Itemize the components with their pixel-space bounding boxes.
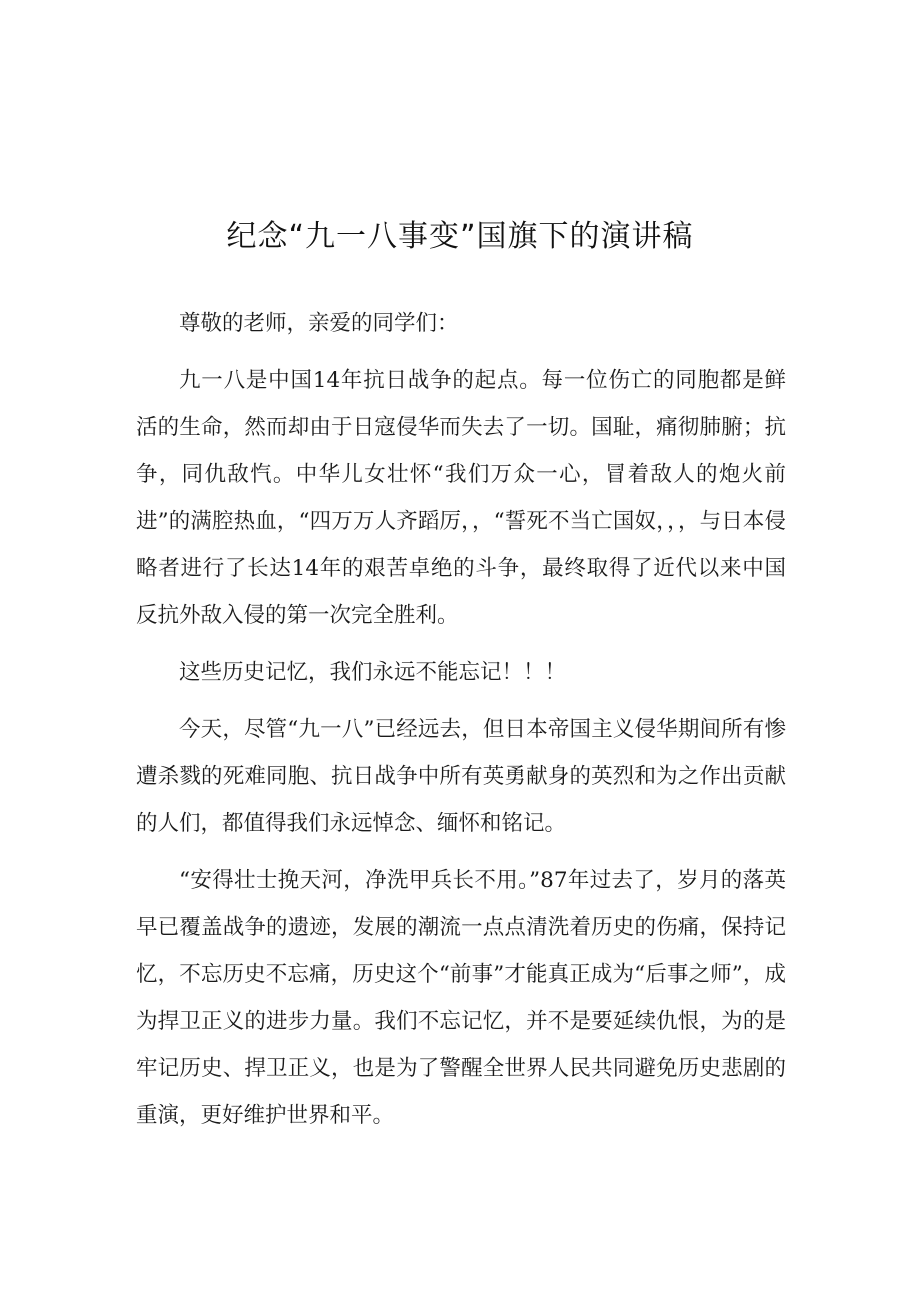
salutation-paragraph: 尊敬的老师，亲爱的同学们： <box>179 311 459 336</box>
document-title: 纪念“九一八事变”国旗下的演讲稿 <box>226 219 694 254</box>
body-paragraph: 九一八是中国14年抗日战争的起点。每一位伤亡的同胞都是鲜活的生命，然而却由于日寇侵华而失去了一切。国耻，痛彻肺腑；抗争，同仇敌忾。中华儿女壮怀“我们万众一心，冒着敌人的炮火前进”的满腔热血，“四万万人齐蹈厉，，“誓死不当亡国奴，，，与日本侵略者进行了长达14年的艰苦卓绝的斗争，最终取得了近代以来中国反抗外敌入侵的第一次完全胜利。 <box>136 368 786 628</box>
body-paragraph: 这些历史记忆，我们永远不能忘记！！！ <box>179 660 567 685</box>
body-paragraph: 今天，尽管“九一八”已经远去，但日本帝国主义侵华期间所有惨遭杀戮的死难同胞、抗日战争中所有英勇献身的英烈和为之作出贡献的人们，都值得我们永远悼念、缅怀和铭记。 <box>136 717 786 836</box>
body-paragraph: “安得壮士挽天河，净洗甲兵长不用。”87年过去了，岁月的落英早已覆盖战争的遗迹，发展的潮流一点点清洗着历史的伤痛，保持记忆，不忘历史不忘痛，历史这个“前事”才能真正成为“后事之师”，成为捍卫正义的进步力量。我们不忘记忆，并不是要延续仇恨，为的是牢记历史、捍卫正义，也是为了警醒全世界人民共同避免历史悲剧的重演，更好维护世界和平。 <box>136 868 786 1128</box>
document-body <box>136 300 786 1139</box>
